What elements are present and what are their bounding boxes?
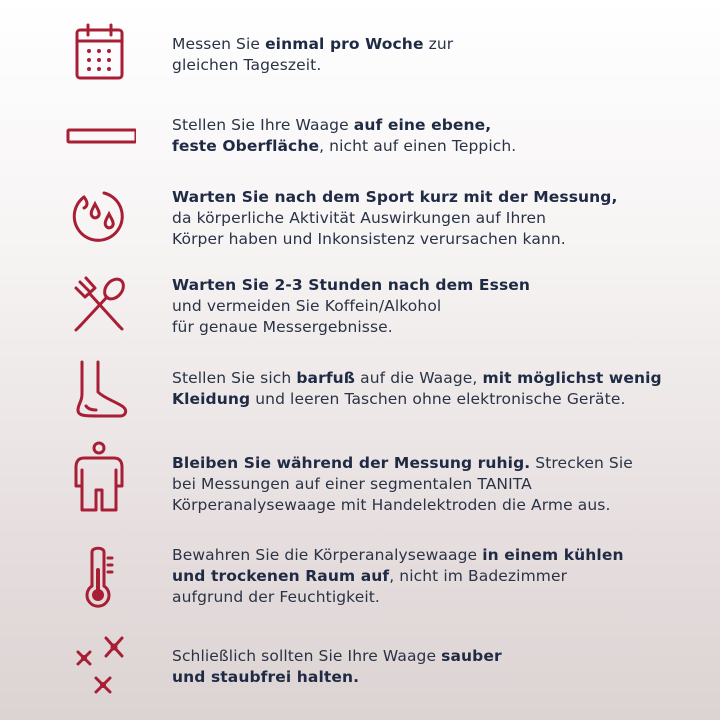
tip-plain-text: Stellen Sie Ihre Waage xyxy=(172,116,354,134)
tip-line xyxy=(172,229,702,250)
tip-bold-text: Warten Sie nach dem Sport kurz mit der Messung, xyxy=(172,188,618,206)
tip-text xyxy=(172,453,702,516)
tip-plain-text: Schließlich sollten Sie Ihre Waage xyxy=(172,647,442,665)
tip-plain-text: Messen Sie xyxy=(172,35,266,53)
tip-plain-text: , nicht im Badezimmer xyxy=(389,567,568,585)
tip-plain-text: aufgrund der Feuchtigkeit. xyxy=(172,588,380,606)
tip-plain-text: Bewahren Sie die Körperanalysewaage xyxy=(172,546,483,564)
tip-plain-text: und vermeiden Sie Koffein/Alkohol xyxy=(172,297,442,315)
tip-line xyxy=(172,115,702,136)
tip-bold-text: Warten Sie 2-3 Stunden nach dem Essen xyxy=(172,276,531,294)
tip-line xyxy=(172,566,702,587)
tip-line xyxy=(172,587,702,608)
tip-plain-text: für genaue Messergebnisse. xyxy=(172,318,393,336)
tip-plain-text: Stellen Sie sich xyxy=(172,369,297,387)
tip-bold-text: und staubfrei halten. xyxy=(172,668,360,686)
tip-bold-text: auf eine ebene, xyxy=(353,116,492,134)
person-icon xyxy=(62,440,136,514)
tip-bold-text: in einem kühlen xyxy=(482,546,624,564)
tip-bold-text: und trockenen Raum auf xyxy=(172,567,390,585)
tip-line xyxy=(172,208,702,229)
tip-text xyxy=(172,275,702,338)
tip-plain-text: zur xyxy=(423,35,454,53)
sweat-drops-icon xyxy=(62,178,136,252)
tip-line xyxy=(172,474,702,495)
tip-plain-text: Körperanalysewaage mit Handelektroden die Arme aus. xyxy=(172,496,611,514)
tip-plain-text: auf die Waage, xyxy=(355,369,483,387)
thermometer-icon xyxy=(62,542,136,616)
tip-line xyxy=(172,495,702,516)
tip-text xyxy=(172,646,702,688)
tip-plain-text: Strecken Sie xyxy=(530,454,633,472)
tip-line xyxy=(172,55,702,76)
sparkle-clean-icon xyxy=(62,634,136,708)
tip-bold-text: Kleidung xyxy=(172,390,251,408)
tip-line xyxy=(172,646,702,667)
tip-bold-text: Bleiben Sie während der Messung ruhig. xyxy=(172,454,531,472)
foot-icon xyxy=(62,354,136,428)
tip-bold-text: sauber xyxy=(441,647,502,665)
tip-line xyxy=(172,275,702,296)
tip-line xyxy=(172,296,702,317)
tip-line xyxy=(172,667,702,688)
tip-plain-text: , nicht auf einen Teppich. xyxy=(319,137,517,155)
tip-text xyxy=(172,368,702,410)
calendar-icon xyxy=(62,20,136,94)
tip-line xyxy=(172,187,702,208)
tip-plain-text: und leeren Taschen ohne elektronische Geräte. xyxy=(250,390,626,408)
tip-line xyxy=(172,136,702,157)
tip-line xyxy=(172,545,702,566)
tip-plain-text: gleichen Tageszeit. xyxy=(172,56,322,74)
tip-text xyxy=(172,115,702,157)
tip-plain-text: bei Messungen auf einer segmentalen TANITA xyxy=(172,475,532,493)
tip-line xyxy=(172,368,702,389)
tip-bold-text: mit möglichst wenig xyxy=(482,369,662,387)
tip-bold-text: barfuß xyxy=(296,369,356,387)
tip-line xyxy=(172,453,702,474)
tip-plain-text: da körperliche Aktivität Auswirkungen auf Ihren xyxy=(172,209,547,227)
fork-spoon-icon xyxy=(62,270,136,344)
tip-plain-text: Körper haben und Inkonsistenz verursachen kann. xyxy=(172,230,566,248)
tip-text xyxy=(172,187,702,250)
tip-text xyxy=(172,545,702,608)
scale-platform-icon xyxy=(62,100,136,174)
tip-line xyxy=(172,34,702,55)
tip-bold-text: einmal pro Woche xyxy=(265,35,424,53)
tip-line xyxy=(172,317,702,338)
tip-line xyxy=(172,389,702,410)
tip-text xyxy=(172,34,702,76)
tip-bold-text: feste Oberfläche xyxy=(172,137,320,155)
